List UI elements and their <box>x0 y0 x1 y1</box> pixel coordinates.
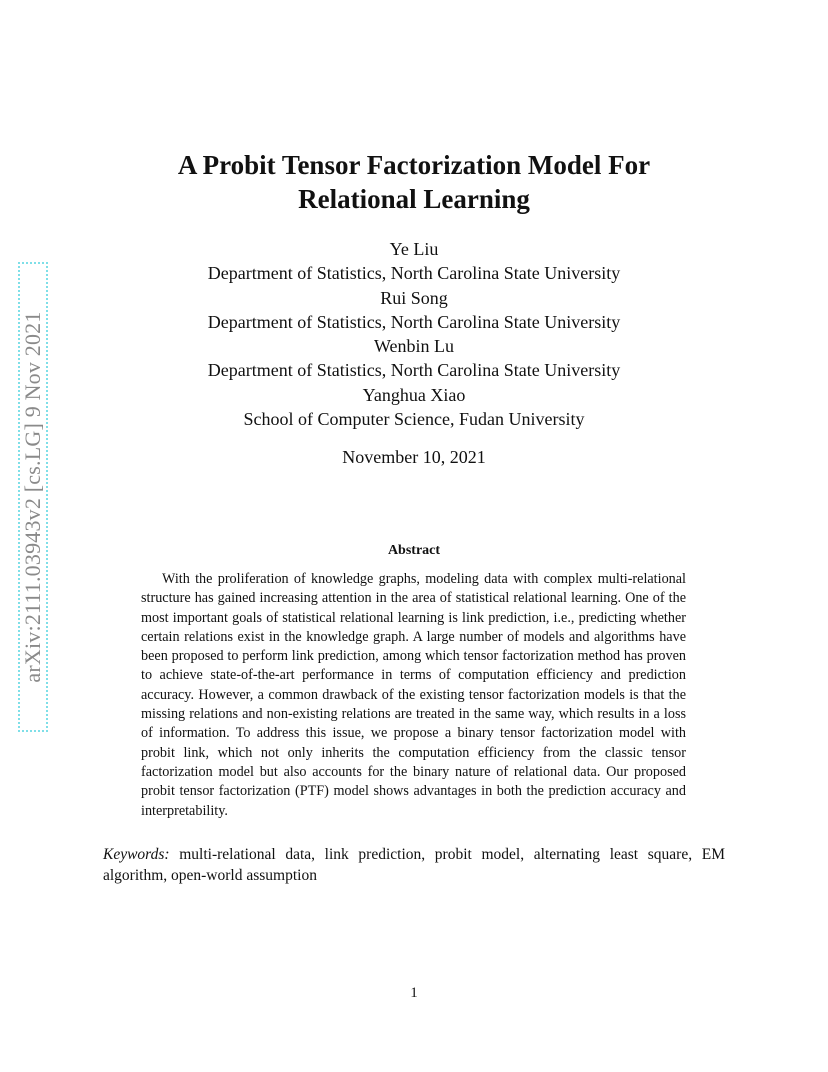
title-line: Relational Learning <box>298 184 530 214</box>
author-affiliation: Department of Statistics, North Carolina State University <box>207 263 621 284</box>
abstract-heading: Abstract <box>387 543 441 558</box>
abstract-text: With the proliferation of knowledge graphs, modeling data with complex multi-relational structure has gained increasing attention in the area of statistical relational learning. One of the most important goals of statistical relational learning is link prediction, i.e., predicting whether certain relations exist in the knowledge graph. A large number of models and algorithms have been proposed to perform link prediction, among which tensor factorization method has proven to achieve state-of-the-art performance in terms of computation efficiency and prediction accuracy. However, a common drawback of the existing tensor factorization models is that the missing relations and non-existing relations are treated in the same way, which results in a loss of information. To address this issue, we propose a binary tensor factorization model with probit link, which not only inherits the computation efficiency from the classic tensor factorization model but also accounts for the binary nature of relational data. Our proposed probit tensor factorization (PTF) model shows advantages in both the prediction accuracy and interpretability. <box>141 571 686 819</box>
paper-title <box>100 148 728 216</box>
paper-date: November 10, 2021 <box>342 447 486 467</box>
arxiv-identifier: arXiv:2111.03943v2 [cs.LG] 9 Nov 2021 <box>20 311 45 683</box>
author-name: Yanghua Xiao <box>362 384 466 405</box>
keywords <box>103 845 725 886</box>
author-block <box>100 237 728 431</box>
author-name: Ye Liu <box>389 239 439 259</box>
page-number: 1 <box>410 985 418 1001</box>
author-name: Wenbin Lu <box>373 336 455 357</box>
author-name: Rui Song <box>380 287 448 308</box>
author-affiliation: Department of Statistics, North Carolina State University <box>207 311 621 332</box>
title-line: A Probit Tensor Factorization Model For <box>177 150 651 180</box>
keywords-text: multi-relational data, link prediction, probit model, alternating least square, EM algorithm, open-world assumption <box>103 846 725 884</box>
keywords-label: Keywords: <box>103 846 170 863</box>
arxiv-watermark <box>18 262 48 732</box>
author-affiliation: School of Computer Science, Fudan University <box>243 409 585 430</box>
author-affiliation: Department of Statistics, North Carolina State University <box>207 360 621 381</box>
